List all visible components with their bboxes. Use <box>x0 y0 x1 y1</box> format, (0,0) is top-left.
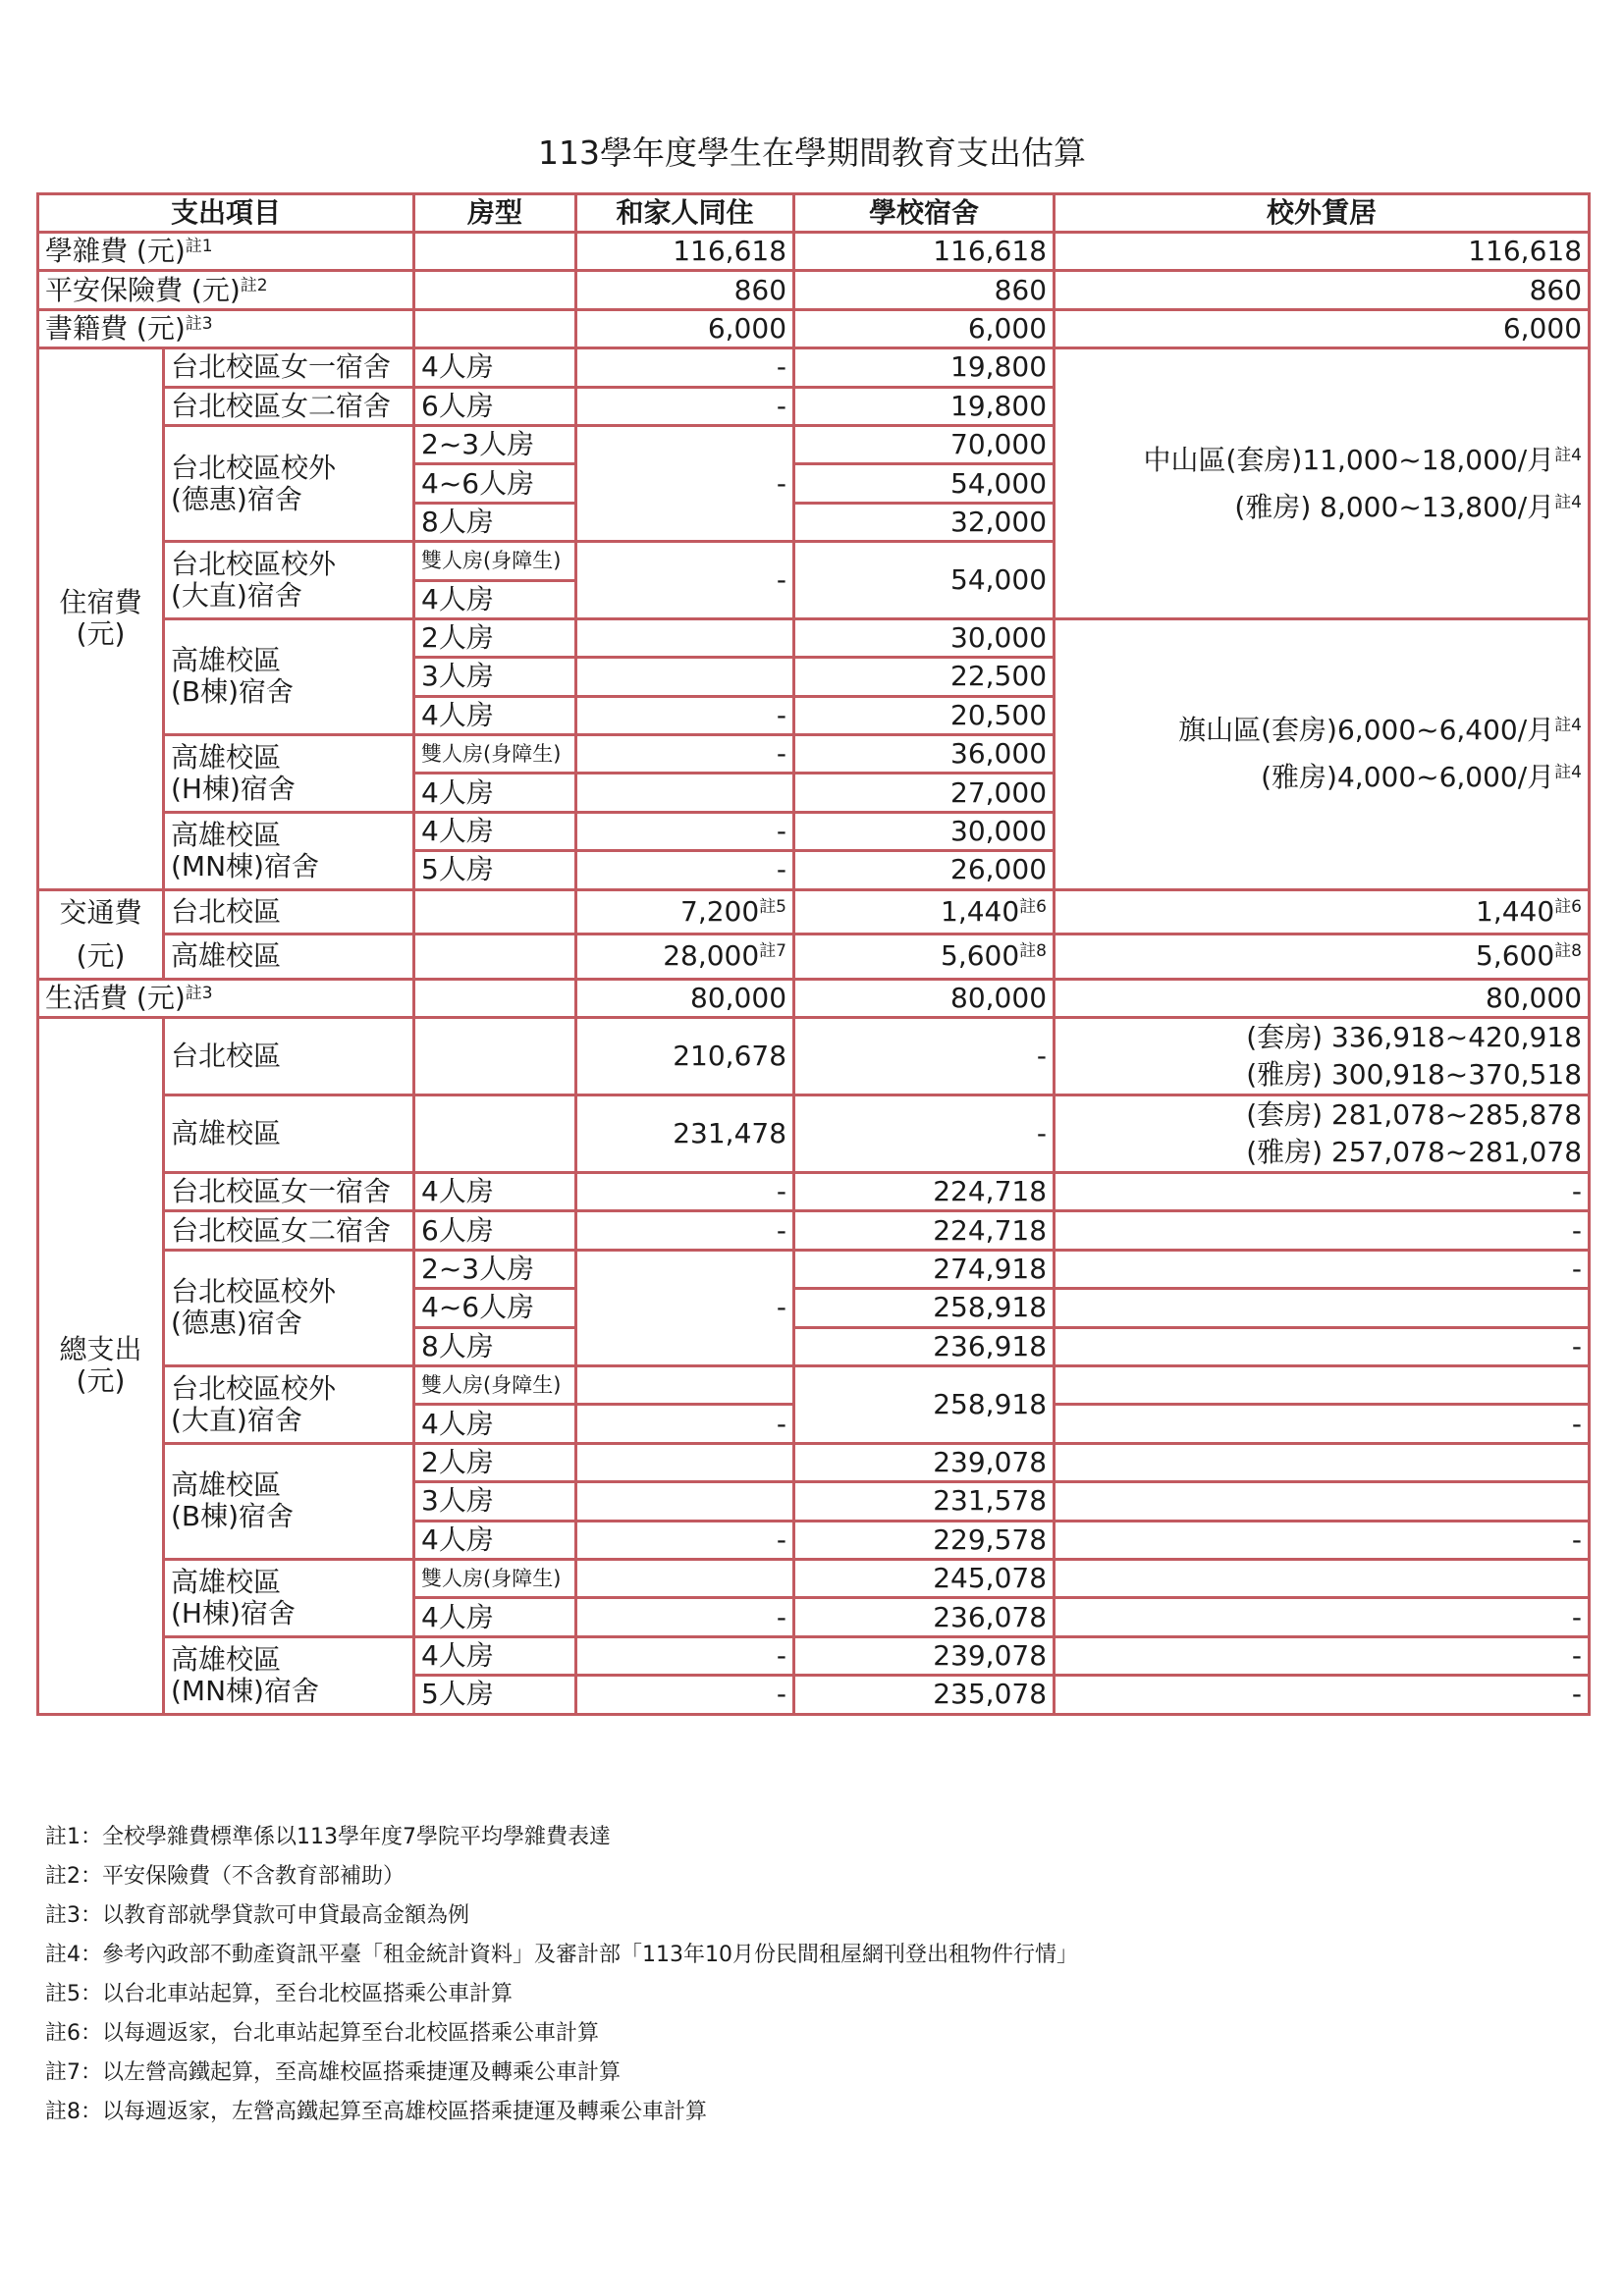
header-home: 和家人同住 <box>576 194 794 233</box>
table-row: 高雄校區 (H棟)宿舍 雙人房(身障生) - 36,000 <box>38 735 1590 774</box>
header-item: 支出項目 <box>38 194 414 233</box>
footnote: 註7：以左營高鐵起算，至高雄校區搭乘捷運及轉乘公車計算 <box>45 2060 621 2085</box>
table-row: 高雄校區 231,478 - (套房) 281,078~285,878 (雅房) 257,078~281,078 <box>38 1095 1590 1173</box>
table-row: 4~6人房 258,918 <box>38 1289 1590 1327</box>
table-row: 高雄校區 28,000$^{註7}$ 5,600$^{註8}$ 5,600$^{註8}$ <box>38 934 1590 980</box>
table-row: 4人房 - - <box>38 1405 1590 1443</box>
table-row: 台北校區校外 (德惠)宿舍 2~3人房 - 274,918 - <box>38 1250 1590 1288</box>
table-row: 學雜費 (元)$^{註1}$ 116,618 116,618 116,618 <box>38 233 1590 271</box>
table-row: 4人房 <box>38 580 1590 618</box>
table-row: 台北校區校外 (大直)宿舍 雙人房(身障生) - 54,000 <box>38 542 1590 580</box>
taipei-rent-range: 中山區(套房)11,000~18,000/月$^{註4}$ (雅房) 8,000~13,800/月$^{註4}$ <box>1055 348 1590 619</box>
table-row: 4人房 - 236,078 - <box>38 1598 1590 1636</box>
table-row: 3人房 22,500 <box>38 658 1590 696</box>
table-row: 8人房 32,000 <box>38 503 1590 541</box>
table-row: 台北校區女一宿舍 4人房 - 224,718 - <box>38 1173 1590 1211</box>
table-row: 高雄校區 (B棟)宿舍 2人房 30,000 旗山區(套房)6,000~6,400/月$^{註4}$ (雅房)4,000~6,000/月$^{註4}$ <box>38 618 1590 657</box>
footnote: 註1：全校學雜費標準係以113學年度7學院平均學雜費表達 <box>45 1825 611 1849</box>
table-row: 5人房 - 235,078 - <box>38 1676 1590 1714</box>
kaohsiung-rent-range: 旗山區(套房)6,000~6,400/月$^{註4}$ (雅房)4,000~6,000/月$^{註4}$ <box>1055 618 1590 889</box>
table-row: 4人房 - 229,578 - <box>38 1521 1590 1559</box>
table-row: 5人房 - 26,000 <box>38 851 1590 889</box>
table-row: 高雄校區 (B棟)宿舍 2人房 239,078 <box>38 1443 1590 1481</box>
table-row: 台北校區女二宿舍 6人房 - 224,718 - <box>38 1211 1590 1250</box>
page-title: 113學年度學生在學期間教育支出估算 <box>538 133 1086 172</box>
table-row: 交通費 (元) 台北校區 7,200$^{註5}$ 1,440$^{註6}$ 1,440$^{註6}$ <box>38 889 1590 934</box>
table-row: 4人房 27,000 <box>38 774 1590 812</box>
footnote: 註8：以每週返家，左營高鐵起算至高雄校區搭乘捷運及轉乘公車計算 <box>45 2100 707 2124</box>
footnote: 註4：參考內政部不動產資訊平臺「租金統計資料」及審計部「113年10月份民間租屋網刊登出租物件行情」 <box>45 1943 1078 1967</box>
footnote: 註5：以台北車站起算，至台北校區搭乘公車計算 <box>45 1982 513 2006</box>
total-category: 總支出 (元) <box>38 1018 164 1714</box>
table-row: 3人房 231,578 <box>38 1482 1590 1521</box>
header-rent: 校外賃居 <box>1055 194 1590 233</box>
table-row: 高雄校區 (MN棟)宿舍 4人房 - 30,000 <box>38 812 1590 850</box>
table-row: 平安保險費 (元)$^{註2}$ 860 860 860 <box>38 271 1590 309</box>
table-row: 住宿費 (元) 台北校區女一宿舍 4人房 - 19,800 中山區(套房)11,000~18,000/月$^{註4}$ (雅房) 8,000~13,800/月$^{註4}$ <box>38 348 1590 387</box>
row-label: 生活費 (元)$^{註3}$ <box>38 979 414 1017</box>
footnote: 註2：平安保險費（不含教育部補助） <box>45 1864 405 1889</box>
row-label: 書籍費 (元)$^{註3}$ <box>38 309 414 347</box>
table-row: 總支出 (元) 台北校區 210,678 - (套房) 336,918~420,918 (雅房) 300,918~370,518 <box>38 1018 1590 1095</box>
footnote: 註6：以每週返家，台北車站起算至台北校區搭乘公車計算 <box>45 2021 599 2046</box>
table-row: 高雄校區 (H棟)宿舍 雙人房(身障生) 245,078 <box>38 1559 1590 1597</box>
row-label: 平安保險費 (元)$^{註2}$ <box>38 271 414 309</box>
footnote: 註3：以教育部就學貸款可申貸最高金額為例 <box>45 1903 469 1928</box>
expense-table <box>36 192 1591 1716</box>
table-row: 生活費 (元)$^{註3}$ 80,000 80,000 80,000 <box>38 979 1590 1017</box>
table-row: 4~6人房 54,000 <box>38 464 1590 503</box>
header-room: 房型 <box>414 194 576 233</box>
table-header-row <box>38 194 1590 233</box>
table-row: 高雄校區 (MN棟)宿舍 4人房 - 239,078 - <box>38 1636 1590 1675</box>
table-row: 書籍費 (元)$^{註3}$ 6,000 6,000 6,000 <box>38 309 1590 347</box>
table-row: 8人房 236,918 - <box>38 1327 1590 1365</box>
table-row: 台北校區校外 (大直)宿舍 雙人房(身障生) 258,918 <box>38 1365 1590 1404</box>
footnotes <box>45 1818 1078 2132</box>
table-row: 台北校區女二宿舍 6人房 - 19,800 <box>38 387 1590 425</box>
transport-category: 交通費 (元) <box>38 889 164 979</box>
table-row: 台北校區校外 (德惠)宿舍 2~3人房 - 70,000 <box>38 425 1590 463</box>
table-row: 4人房 - 20,500 <box>38 696 1590 734</box>
row-label: 學雜費 (元)$^{註1}$ <box>38 233 414 271</box>
header-dorm: 學校宿舍 <box>794 194 1055 233</box>
lodging-category: 住宿費 (元) <box>38 348 164 889</box>
